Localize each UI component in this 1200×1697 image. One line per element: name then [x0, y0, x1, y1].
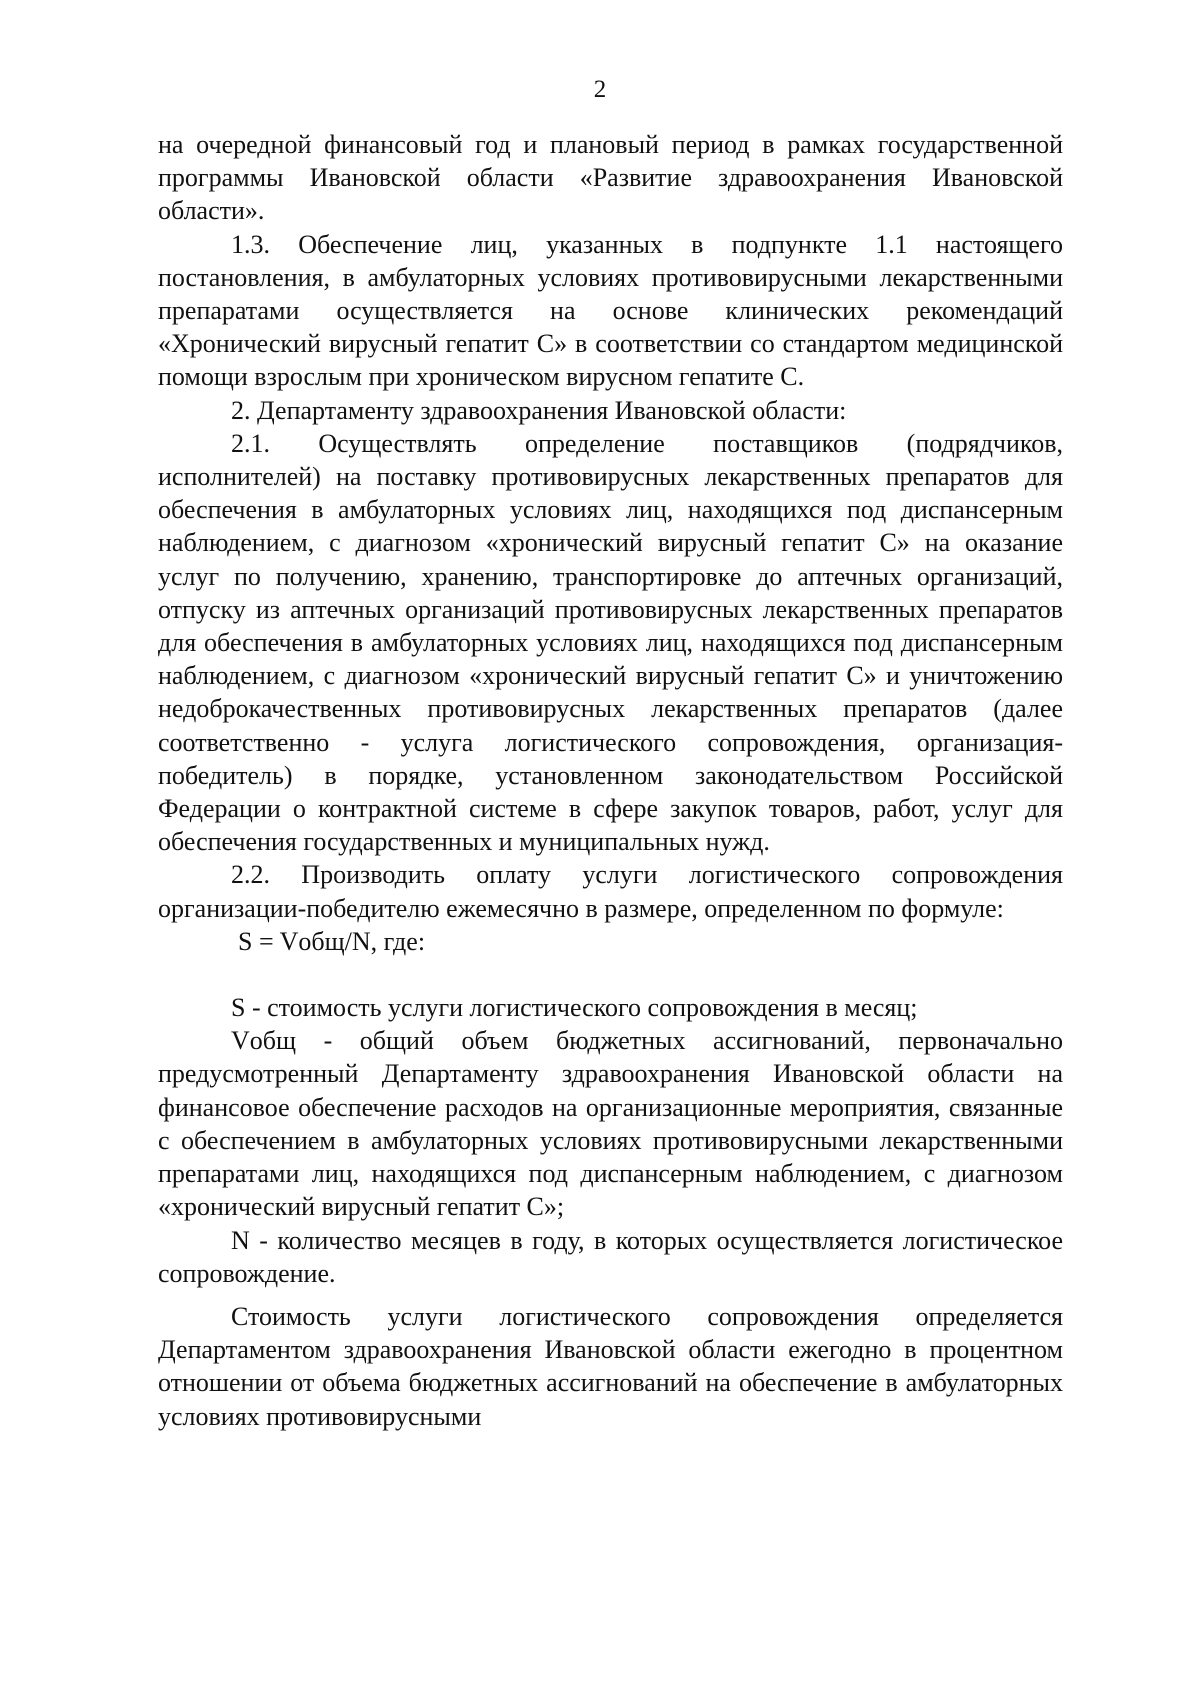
definition-vobsch: Vобщ - общий объем бюджетных ассигнований, первоначально предусмотренный Департаменту здравоохранения Ивановской области на финансовое обеспечение расходов на организационные мероприятия, связанные с обеспечением в амбулаторных условиях противовирусными лекарственными препаратами лиц, находящихся под диспансерным наблюдением, с диагнозом «хронический вирусный гепатит С»; — [158, 1026, 1063, 1222]
definition-s: S - стоимость услуги логистического сопровождения в месяц; — [231, 993, 918, 1023]
paragraph-1-3: 1.3. Обеспечение лиц, указанных в подпункте 1.1 настоящего постановления, в амбулаторных условиях противовирусными лекарственными препаратами осуществляется на основе клинических рекомендаций «Хронический вирусный гепатит С» в соответствии со стандартом медицинской помощи взрослым при хроническом вирусном гепатите С. — [158, 229, 1063, 392]
paragraph-cost: Стоимость услуги логистического сопровождения определяется Департаментом здравоохранения Ивановской области ежегодно в процентном отношении от объема бюджетных ассигнований на обеспечение в амбулаторных условиях противовирусными — [158, 1301, 1063, 1431]
paragraph-2-1: 2.1. Осуществлять определение поставщиков (подрядчиков, исполнителей) на поставку противовирусных лекарственных препаратов для обеспечения в амбулаторных условиях лиц, находящихся под диспансерным наблюдением, с диагнозом «хронический вирусный гепатит С» на оказание услуг по получению, хранению, транспортировке до аптечных организаций, отпуску из аптечных организаций противовирусных лекарственных препаратов для обеспечения в амбулаторных условиях лиц, находящихся под диспансерным наблюдением, с диагнозом «хронический вирусный гепатит С» и уничтожению недоброкачественных противовирусных лекарственных препаратов (далее соответственно - услуга логистического сопровождения, организация-победитель) в порядке, установленном законодательством Российской Федерации о контрактной системе в сфере закупок товаров, работ, услуг для обеспечения государственных и муниципальных нужд. — [158, 428, 1063, 857]
definition-n: N - количество месяцев в году, в которых осуществляется логистическое сопровождение. — [158, 1225, 1063, 1288]
document-body — [158, 128, 1063, 1433]
paragraph-continuation: на очередной финансовый год и плановый период в рамках государственной программы Ивановской области «Развитие здравоохранения Ивановской области». — [158, 130, 1063, 226]
formula: S = Vобщ/N, где: — [238, 926, 426, 956]
paragraph-2-2: 2.2. Производить оплату услуги логистического сопровождения организации-победителю ежемесячно в размере, определенном по формуле: — [158, 860, 1063, 923]
paragraph-2: 2. Департаменту здравоохранения Ивановской области: — [231, 395, 847, 425]
page-number: 2 — [593, 76, 607, 103]
